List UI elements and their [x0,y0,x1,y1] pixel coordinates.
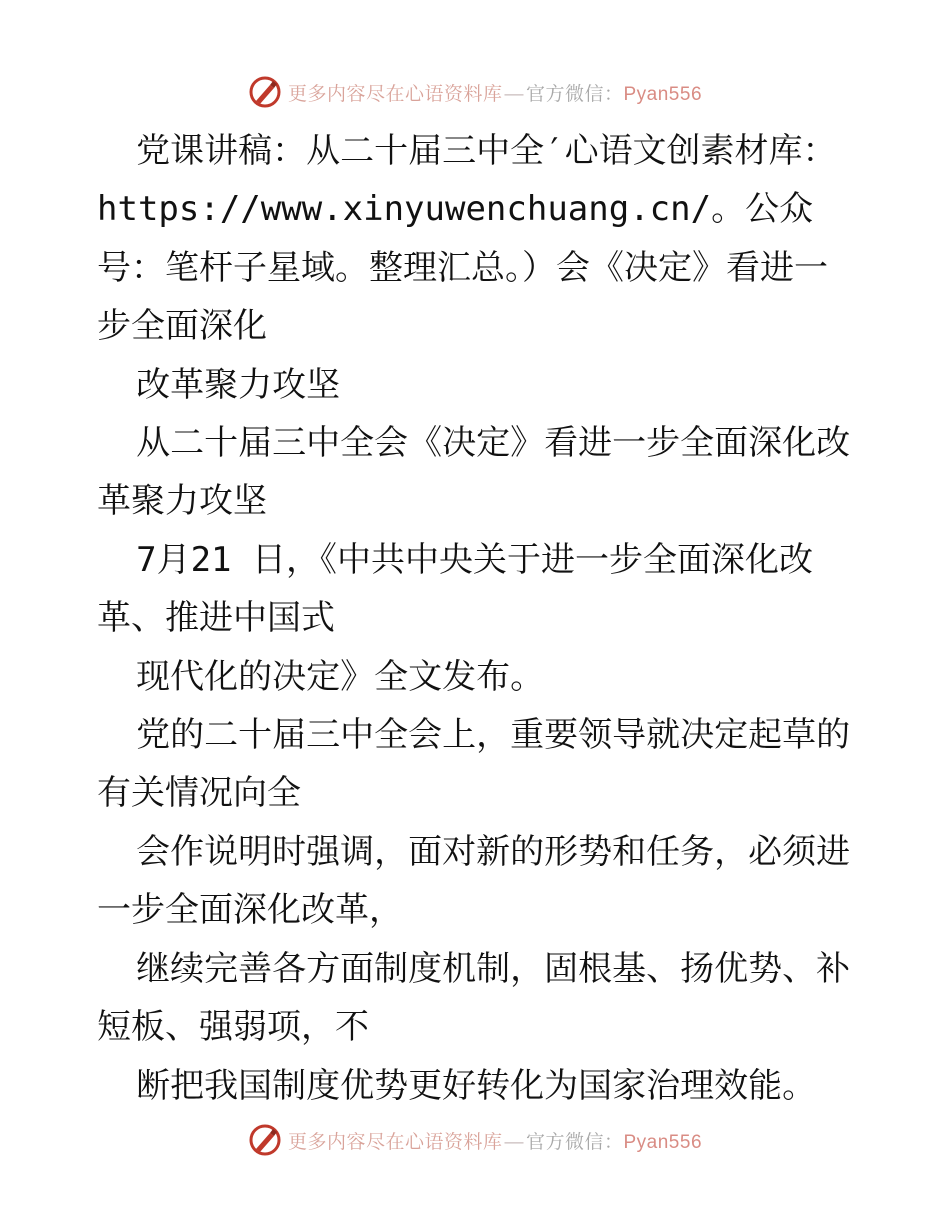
watermark-brand: 更多内容尽在心语资料库 [287,83,503,105]
paragraph: 改革聚力攻坚 [136,364,341,405]
watermark-wechat-id: Pyan556 [623,1131,703,1153]
watermark-wechat-id: Pyan556 [623,83,703,105]
watermark-label: 官方微信： [525,1131,624,1153]
paragraph: 会作说明时强调，面对新的形势和任务，必须进一步全面深化改革， [97,831,851,931]
header-watermark [0,72,950,112]
pen-logo-icon [248,1123,282,1157]
watermark-separator: — [504,1131,524,1153]
paragraph: 断把我国制度优势更好转化为国家治理效能。 [136,1065,817,1106]
paragraph: 现代化的决定》全文发布。 [136,656,545,697]
watermark-text [288,79,702,106]
pen-logo-icon [248,75,282,109]
document-body [97,122,857,1115]
watermark-separator: — [504,83,524,105]
watermark-label: 官方微信： [525,83,624,105]
paragraph: 从二十届三中全会《决定》看进一步全面深化改革聚力攻坚 [97,423,851,522]
footer-watermark [0,1120,950,1160]
paragraph: 继续完善各方面制度机制，固根基、扬优势、补短板、强弱项，不 [97,948,851,1048]
watermark-brand: 更多内容尽在心语资料库 [287,1131,503,1153]
paragraph: 党课讲稿：从二十届三中全′心语文创素材库：https://www.xinyuwenchuang.cn/。公众号：笔杆子星域。整理汇总。）会《决定》看进一步全面深化 [97,131,837,347]
paragraph: 7月21 日，《中共中央关于进一步全面深化改革、推进中国式 [97,539,813,639]
paragraph: 党的二十届三中全会上，重要领导就决定起草的有关情况向全 [97,715,851,814]
watermark-text [288,1127,702,1154]
